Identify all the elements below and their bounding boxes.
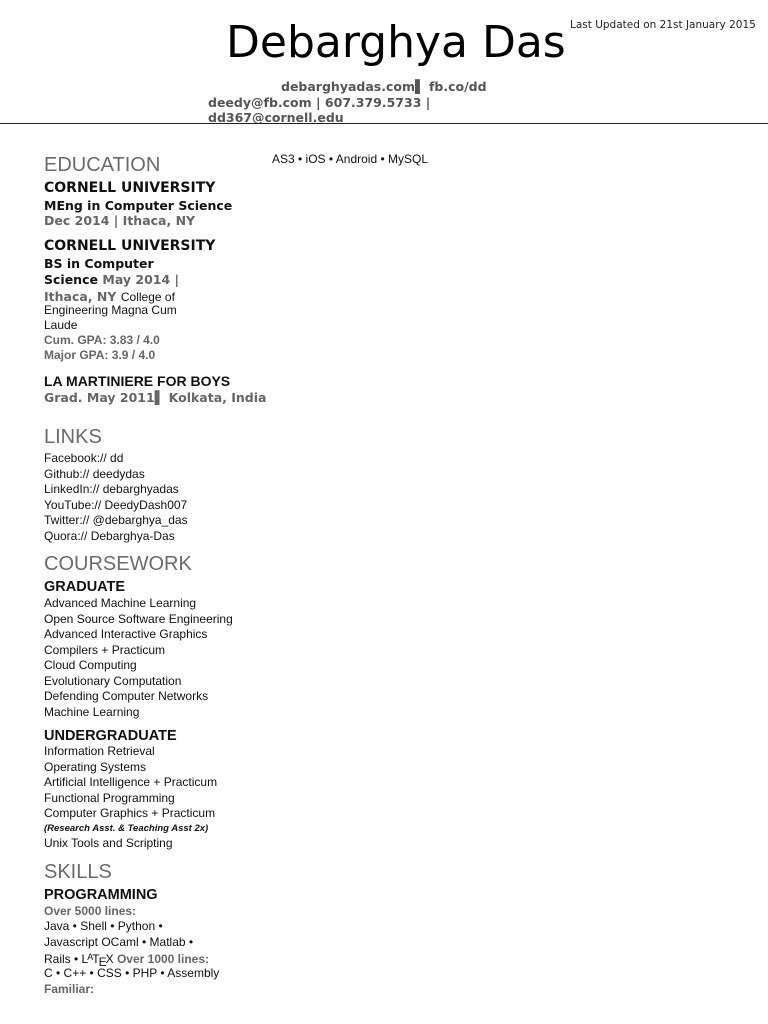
education-honors: College of (120, 290, 175, 304)
coursework-heading: COURSEWORK (44, 553, 192, 575)
latex-letter: L (81, 952, 89, 966)
latex-logo (81, 952, 114, 969)
latex-letter: X (105, 952, 114, 966)
contact-websites: debarghyadas.com▌ fb.co/dd (281, 79, 487, 94)
education-degree: Science (44, 272, 98, 287)
education-org: CORNELL UNIVERSITY (44, 238, 216, 254)
links-list (44, 451, 188, 544)
course-item: Open Source Software Engineering (44, 611, 233, 626)
course-item: Information Retrieval (44, 744, 155, 758)
contact-email-phone: deedy@fb.com | 607.379.5733 | (208, 95, 431, 110)
skills-over1000-label: Over 1000 lines: (113, 952, 210, 966)
skills-right-column-line: AS3 • iOS • Android • MySQL (272, 152, 428, 166)
latex-letter: A (87, 952, 94, 962)
last-updated-date: Last Updated on 21st January 2015 (570, 19, 756, 31)
skills-over5000-languages: Java • Shell • Python • (44, 919, 163, 933)
course-item: Evolutionary Computation (44, 673, 182, 688)
course-item: Functional Programming (44, 790, 175, 805)
course-item: Unix Tools and Scripting (44, 836, 173, 850)
course-item: Artificial Intelligence + Practicum (44, 775, 218, 789)
course-item: Advanced Interactive Graphics (44, 627, 208, 641)
course-item: Computer Graphics + Practicum (44, 806, 216, 820)
education-location: Ithaca, NY (44, 289, 117, 304)
skills-over1000-languages: C • C++ • CSS • PHP • Assembly (44, 966, 220, 980)
education-org: CORNELL UNIVERSITY (44, 180, 216, 196)
education-gpa-major: Major GPA: 3.9 / 4.0 (44, 348, 156, 362)
header-divider (0, 123, 768, 124)
education-org: LA MARTINIERE FOR BOYS (44, 373, 231, 389)
link-facebook[interactable]: Facebook:// dd (44, 451, 124, 465)
education-degree: BS in Computer (44, 256, 154, 271)
latex-letter: T (92, 952, 100, 966)
link-linkedin[interactable]: LinkedIn:// debarghyadas (44, 482, 179, 496)
education-date-location: Dec 2014 | Ithaca, NY (44, 213, 196, 228)
skills-rails: Rails • (44, 952, 82, 966)
education-heading: EDUCATION (44, 154, 161, 176)
resume-name: Debarghya Das (226, 17, 566, 68)
education-gpa-cumulative: Cum. GPA: 3.83 / 4.0 (44, 333, 160, 347)
link-youtube[interactable]: YouTube:// DeedyDash007 (44, 497, 188, 512)
coursework-ta-note: (Research Asst. & Teaching Asst 2x) (44, 823, 209, 834)
link-quora[interactable]: Quora:// Debarghya-Das (44, 528, 175, 543)
skills-over5000-languages: Javascript OCaml • Matlab • (44, 935, 194, 949)
links-heading: LINKS (44, 426, 102, 448)
education-degree: MEng in Computer Science (44, 198, 233, 213)
graduate-course-list (44, 596, 233, 720)
course-item: Machine Learning (44, 704, 140, 719)
education-degree-line (44, 271, 179, 289)
contact-cornell-email: dd367@cornell.edu (208, 110, 344, 125)
skills-over5000-label: Over 5000 lines: (44, 904, 137, 918)
link-github[interactable]: Github:// deedydas (44, 466, 145, 481)
education-honors: Engineering Magna Cum (44, 303, 177, 317)
undergraduate-course-list (44, 744, 217, 822)
coursework-undergraduate-heading: UNDERGRADUATE (44, 728, 177, 744)
skills-programming-heading: PROGRAMMING (44, 887, 158, 903)
course-item: Operating Systems (44, 759, 147, 774)
skills-heading: SKILLS (44, 861, 112, 883)
latex-letter: E (98, 955, 107, 969)
education-date: May 2014 | (102, 272, 180, 287)
skills-familiar-label: Familiar: (44, 982, 95, 996)
education-date-location: Grad. May 2011▌ Kolkata, India (44, 390, 267, 405)
link-twitter[interactable]: Twitter:// @debarghya_das (44, 513, 188, 527)
coursework-graduate-heading: GRADUATE (44, 579, 126, 595)
course-item: Advanced Machine Learning (44, 596, 197, 610)
course-item: Cloud Computing (44, 658, 137, 672)
course-item: Defending Computer Networks (44, 689, 209, 703)
course-item: Compilers + Practicum (44, 642, 166, 657)
education-honors: Laude (44, 318, 78, 332)
